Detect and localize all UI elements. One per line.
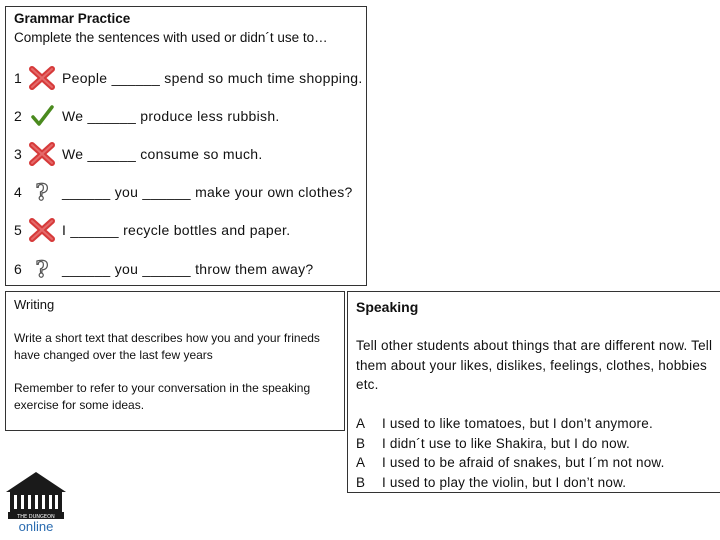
dialogue-line: [356, 453, 665, 473]
question-icon: [28, 256, 62, 282]
item-number: 1: [14, 70, 22, 86]
svg-text:?: ?: [35, 257, 49, 282]
item-number: 3: [14, 146, 22, 162]
writing-title: Writing: [14, 297, 55, 312]
item-number: 5: [14, 222, 22, 238]
speaking-prompt: Tell other students about things that are different now. Tell them about your likes, dislikes, feelings, clothes, hobbies etc.: [356, 338, 713, 392]
speaking-title: Speaking: [356, 299, 419, 315]
item-sentence: ______ you ______ make your own clothes?: [62, 184, 353, 200]
exercise-item: [14, 141, 263, 167]
exercise-item: [14, 65, 363, 91]
exercise-item: [14, 217, 290, 243]
item-sentence: I ______ recycle bottles and paper.: [62, 222, 291, 238]
grammar-title: Grammar Practice: [14, 11, 131, 26]
logo-word: online: [18, 519, 54, 534]
grammar-practice-box: [5, 6, 367, 286]
exercise-item: [14, 103, 280, 129]
question-icon: [28, 179, 62, 205]
dialogue-line: [356, 434, 665, 454]
speaker-label: A: [356, 455, 366, 471]
speaking-box: [347, 291, 720, 493]
item-number: 2: [14, 108, 22, 124]
item-sentence: People ______ spend so much time shopping.: [62, 70, 363, 86]
dialogue-text: I used to play the violin, but I don’t now.: [382, 474, 627, 490]
item-number: 4: [14, 184, 22, 200]
writing-prompt: Write a short text that describes how you and your frineds have changed over the last few years: [14, 331, 320, 362]
check-icon: [28, 103, 62, 129]
item-sentence: We ______ produce less rubbish.: [62, 108, 280, 124]
writing-box: [5, 291, 345, 431]
item-number: 6: [14, 261, 22, 277]
dialogue-line: [356, 414, 665, 434]
speaker-label: B: [356, 474, 366, 490]
speaker-label: B: [356, 435, 366, 451]
item-sentence: ______ you ______ throw them away?: [62, 261, 314, 277]
logo-banner: THE DUNGEON: [17, 514, 55, 520]
example-dialogue: [356, 414, 665, 492]
speaker-label: A: [356, 416, 366, 432]
exercise-item: [14, 256, 313, 282]
dialogue-text: I didn´t use to like Shakira, but I do now.: [382, 435, 630, 451]
item-sentence: We ______ consume so much.: [62, 146, 263, 162]
cross-icon: [28, 65, 62, 91]
cross-icon: [28, 141, 62, 167]
castle-icon: [4, 470, 68, 520]
cross-icon: [28, 217, 62, 243]
dialogue-line: [356, 473, 665, 493]
the-dungeon-logo: [4, 470, 68, 536]
dialogue-text: I used to be afraid of snakes, but I´m not now.: [382, 455, 665, 471]
writing-reminder: Remember to refer to your conversation in the speaking exercise for some ideas.: [14, 381, 311, 412]
svg-text:?: ?: [35, 180, 49, 205]
grammar-instruction: Complete the sentences with used or didn´t use to…: [14, 30, 328, 45]
exercise-item: [14, 179, 353, 205]
dialogue-text: I used to like tomatoes, but I don’t anymore.: [382, 416, 653, 432]
